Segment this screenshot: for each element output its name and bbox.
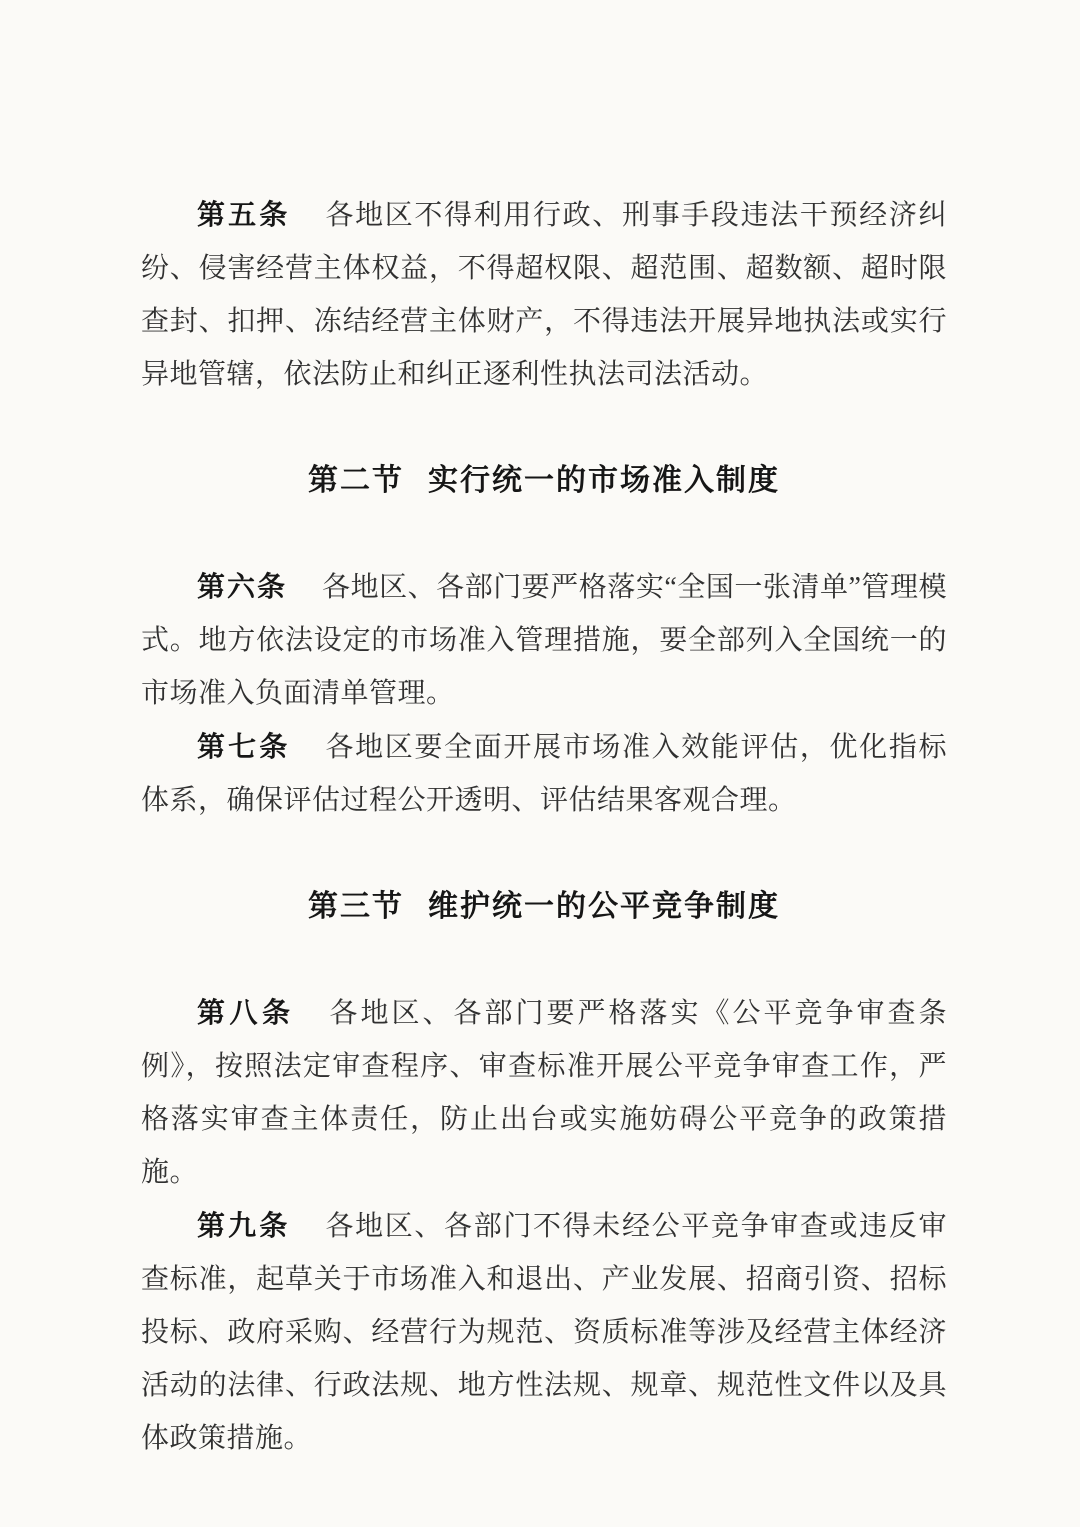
article-8-text: 各地区、各部门要严格落实《公平竞争审查条例》，按照法定审查程序、审查标准开展公平竞争审查工作，严格落实审查主体责任，防止出台或实施妨碍公平竞争的政策措施。 <box>141 998 947 1188</box>
section-2-number: 第二节 <box>308 464 404 497</box>
article-5-text: 各地区不得利用行政、刑事手段违法干预经济纠纷、侵害经营主体权益，不得超权限、超范围、超数额、超时限查封、扣押、冻结经营主体财产，不得违法开展异地执法或实行异地管辖，依法防止和纠正逐利性执法司法活动。 <box>141 200 947 390</box>
article-9-number: 第九条 <box>197 1210 291 1241</box>
article-7-text: 各地区要全面开展市场准入效能评估，优化指标体系，确保评估过程公开透明、评估结果客观合理。 <box>141 732 947 816</box>
section-2-heading <box>141 454 947 507</box>
article-7-paragraph <box>141 720 947 827</box>
section-2-title: 实行统一的市场准入制度 <box>428 464 780 497</box>
article-6-text: 各地区、各部门要严格落实“全国一张清单”管理模式。地方依法设定的市场准入管理措施，要全部列入全国统一的市场准入负面清单管理。 <box>141 572 947 709</box>
section-3-title: 维护统一的公平竞争制度 <box>428 890 780 923</box>
section-3-number: 第三节 <box>308 890 404 923</box>
article-7-number: 第七条 <box>197 731 291 762</box>
article-8-paragraph <box>141 986 947 1199</box>
article-9-text: 各地区、各部门不得未经公平竞争审查或违反审查标准，起草关于市场准入和退出、产业发展、招商引资、招标投标、政府采购、经营行为规范、资质标准等涉及经营主体经济活动的法律、行政法规、地方性法规、规章、规范性文件以及具体政策措施。 <box>141 1211 947 1454</box>
article-6-paragraph <box>141 560 947 720</box>
article-5-paragraph <box>141 188 947 401</box>
article-5-number: 第五条 <box>197 199 291 230</box>
document-body <box>141 188 947 1465</box>
section-3-heading <box>141 880 947 933</box>
article-8-number: 第八条 <box>197 997 295 1028</box>
article-6-number: 第六条 <box>197 571 288 602</box>
article-9-paragraph <box>141 1199 947 1465</box>
